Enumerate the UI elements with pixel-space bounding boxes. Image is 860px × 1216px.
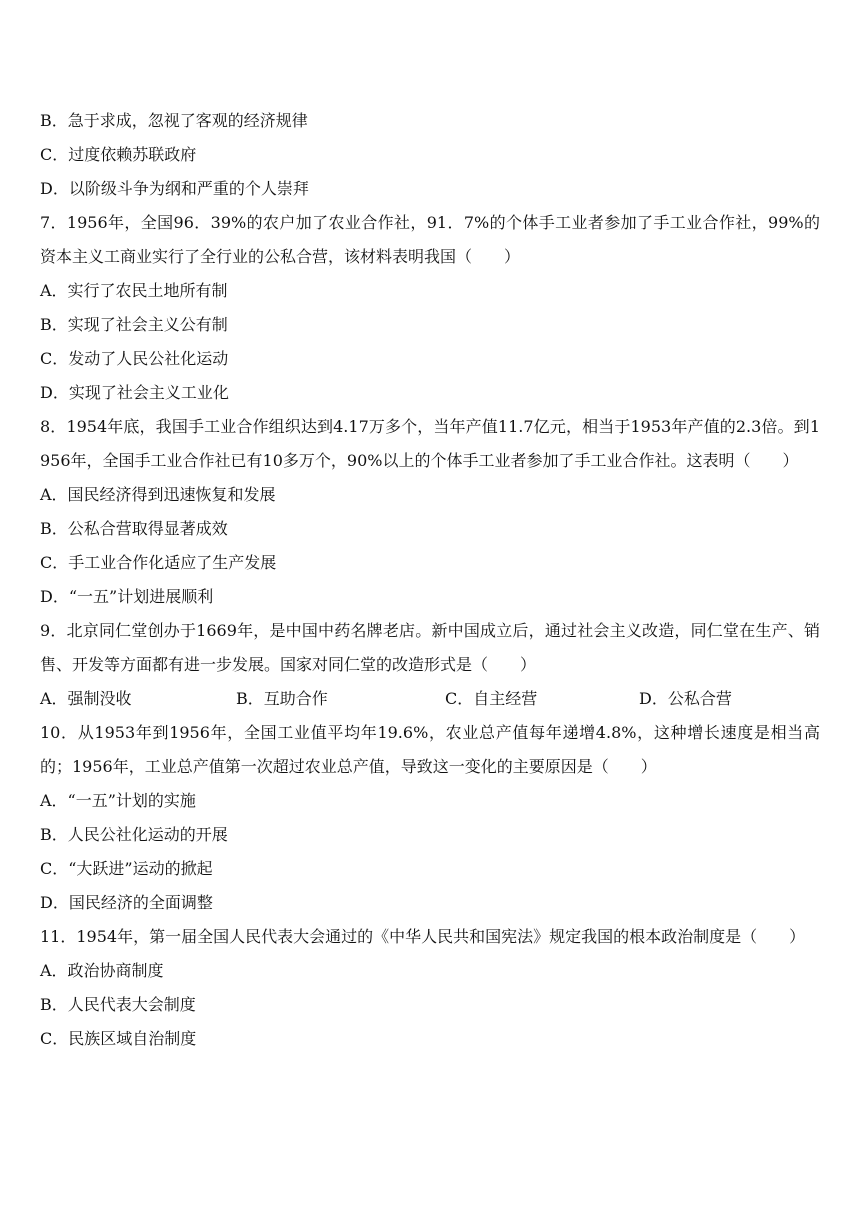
question-6-options [40, 104, 820, 206]
option-b: B．人民公社化运动的开展 [40, 825, 228, 844]
option-d: D．国民经济的全面调整 [40, 893, 213, 912]
question-8 [40, 410, 820, 614]
option-c: C．“大跃进”运动的掀起 [40, 859, 213, 878]
question-10 [40, 716, 820, 920]
option-d: D．公私合营 [639, 689, 732, 708]
option-a: A．“一五”计划的实施 [40, 791, 196, 810]
option-a: A．强制没收 [40, 689, 132, 708]
option-a: A．实行了农民土地所有制 [40, 281, 228, 300]
option-a: A．国民经济得到迅速恢复和发展 [40, 485, 276, 504]
option-d: D．以阶级斗争为纲和严重的个人崇拜 [40, 179, 309, 198]
option-d: D．“一五”计划进展顺利 [40, 587, 214, 606]
option-b: B．公私合营取得显著成效 [40, 519, 228, 538]
question-11 [40, 920, 820, 1056]
option-c: C．发动了人民公社化运动 [40, 349, 229, 368]
option-row [40, 682, 820, 716]
option-c: C．过度依赖苏联政府 [40, 145, 197, 164]
option-b: B．实现了社会主义公有制 [40, 315, 228, 334]
option-c: C．自主经营 [445, 689, 538, 708]
option-b: B．互助合作 [236, 689, 328, 708]
question-stem: 9．北京同仁堂创办于1669年，是中国中药名牌老店。新中国成立后，通过社会主义改造，同仁堂在生产、销售、开发等方面都有进一步发展。国家对同仁堂的改造形式是（ ） [40, 621, 820, 674]
question-stem: 10．从1953年到1956年，全国工业值平均年19.6%，农业总产值每年递增4.8%，这种增长速度是相当高的；1956年，工业总产值第一次超过农业总产值，导致这一变化的主要原因是（ ） [40, 723, 820, 776]
question-9 [40, 614, 820, 716]
option-a: A．政治协商制度 [40, 961, 164, 980]
question-stem: 8．1954年底，我国手工业合作组织达到4.17万多个，当年产值11.7亿元，相当于1953年产值的2.3倍。到1956年，全国手工业合作社已有10多万个，90%以上的个体手工业者参加了手工业合作社。这表明（ ） [40, 417, 820, 470]
option-b: B．人民代表大会制度 [40, 995, 196, 1014]
question-list [40, 104, 820, 1056]
question-7 [40, 206, 820, 410]
option-b: B．急于求成，忽视了客观的经济规律 [40, 111, 308, 130]
option-d: D．实现了社会主义工业化 [40, 383, 229, 402]
question-stem: 7．1956年，全国96．39%的农户加了农业合作社，91．7%的个体手工业者参加了手工业合作社，99%的资本主义工商业实行了全行业的公私合营，该材料表明我国（ ） [40, 213, 820, 266]
option-c: C．民族区域自治制度 [40, 1029, 197, 1048]
option-c: C．手工业合作化适应了生产发展 [40, 553, 277, 572]
question-stem: 11．1954年，第一届全国人民代表大会通过的《中华人民共和国宪法》规定我国的根本政治制度是（ ） [40, 927, 806, 946]
